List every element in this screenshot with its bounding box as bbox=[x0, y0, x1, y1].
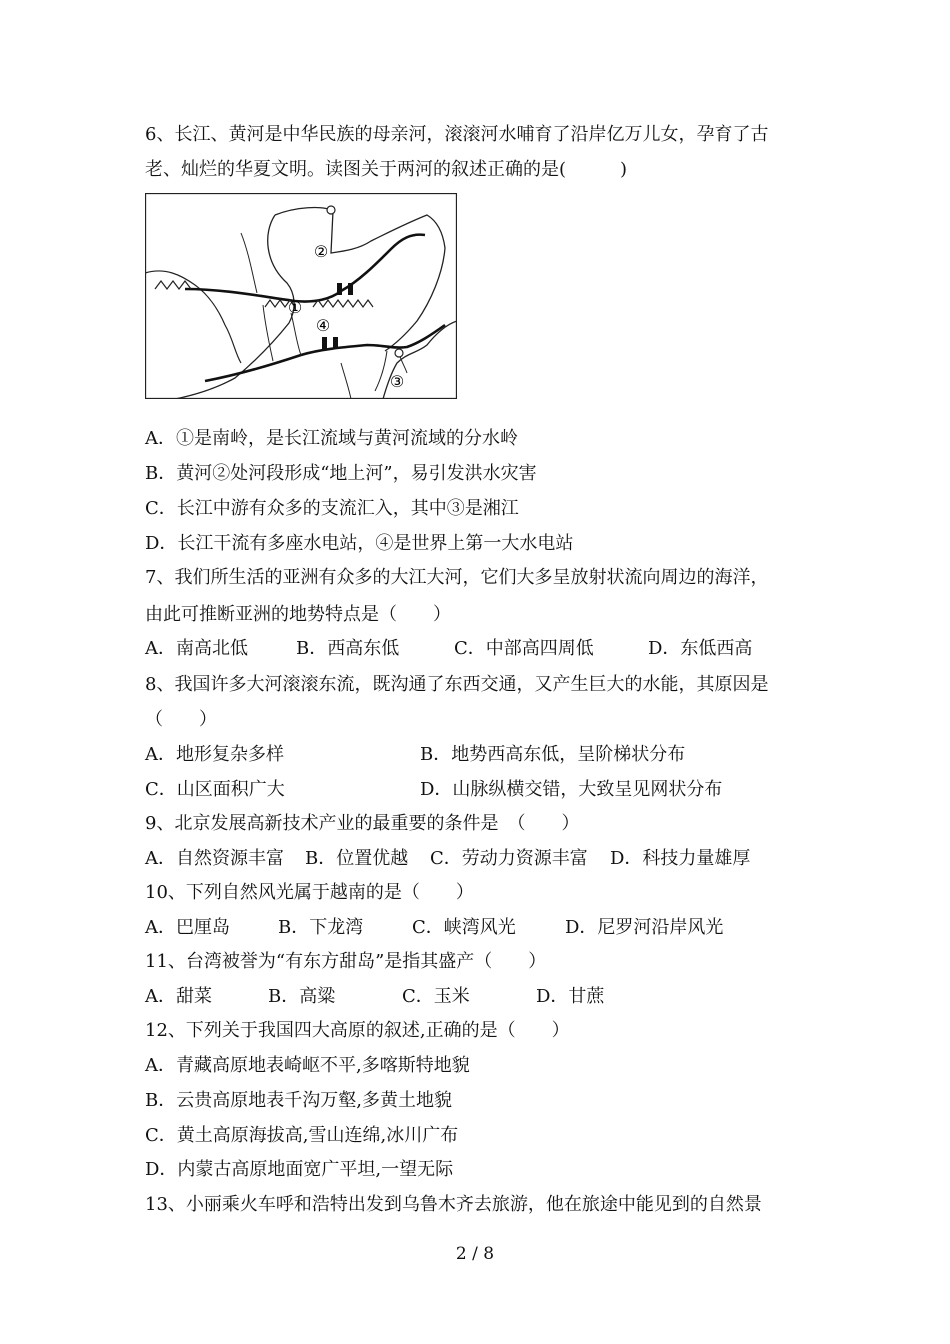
q7-option-a: A．南高北低 bbox=[145, 638, 248, 659]
q8-stem-line-1: 8、我国许多大河滚滚东流，既沟通了东西交通，又产生巨大的水能，其原因是 bbox=[145, 674, 769, 695]
q13-stem-line-1: 13、小丽乘火车呼和浩特出发到乌鲁木齐去旅游，他在旅途中能见到的自然景 bbox=[145, 1194, 762, 1215]
page-number: 2 / 8 bbox=[455, 1244, 495, 1264]
q9-option-d: D．科技力量雄厚 bbox=[610, 848, 751, 869]
q6-option-d: D．长江干流有多座水电站，④是世界上第一大水电站 bbox=[145, 533, 574, 554]
q6-stem-line-1: 6、长江、黄河是中华民族的母亲河，滚滚河水哺育了沿岸亿万儿女，孕育了古 bbox=[145, 124, 769, 145]
q12-option-a: A．青藏高原地表崎岖不平,多喀斯特地貌 bbox=[145, 1055, 470, 1076]
q7-stem-line-1: 7、我们所生活的亚洲有众多的大江大河，它们大多呈放射状流向周边的海洋， bbox=[145, 567, 769, 588]
q12-stem: 12、下列关于我国四大高原的叙述,正确的是（ ） bbox=[145, 1020, 570, 1041]
q6-stem-line-2: 老、灿烂的华夏文明。读图关于两河的叙述正确的是( ) bbox=[145, 159, 628, 180]
q7-option-c: C．中部高四周低 bbox=[454, 638, 594, 659]
q11-option-d: D．甘蔗 bbox=[536, 986, 605, 1007]
river-map-figure bbox=[145, 193, 457, 399]
q7-stem-line-2: 由此可推断亚洲的地势特点是（ ） bbox=[145, 604, 451, 625]
q7-option-d: D．东低西高 bbox=[648, 638, 753, 659]
q9-option-a: A．自然资源丰富 bbox=[145, 848, 284, 869]
q12-option-b: B．云贵高原地表千沟万壑,多黄土地貌 bbox=[145, 1090, 452, 1111]
q9-option-b: B．位置优越 bbox=[305, 848, 409, 869]
map-label-1: ① bbox=[287, 298, 303, 317]
q8-option-d: D．山脉纵横交错，大致呈见网状分布 bbox=[420, 779, 723, 800]
q12-option-d: D．内蒙古高原地面宽广平坦,一望无际 bbox=[145, 1159, 454, 1180]
q11-option-a: A．甜菜 bbox=[145, 986, 212, 1007]
q8-option-c: C．山区面积广大 bbox=[145, 779, 285, 800]
q11-option-b: B．高粱 bbox=[268, 986, 336, 1007]
q9-stem: 9、北京发展高新技术产业的最重要的条件是 （ ） bbox=[145, 813, 580, 834]
q7-option-b: B．西高东低 bbox=[296, 638, 400, 659]
q10-stem: 10、下列自然风光属于越南的是（ ） bbox=[145, 882, 474, 903]
q6-option-c: C．长江中游有众多的支流汇入，其中③是湘江 bbox=[145, 498, 519, 519]
map-label-3: ③ bbox=[389, 372, 405, 391]
q12-option-c: C．黄土高原海拔高,雪山连绵,冰川广布 bbox=[145, 1125, 459, 1146]
q10-option-a: A．巴厘岛 bbox=[145, 917, 230, 938]
map-label-2: ② bbox=[313, 242, 329, 261]
q10-option-c: C．峡湾风光 bbox=[412, 917, 516, 938]
q6-option-b: B．黄河②处河段形成“地上河”，易引发洪水灾害 bbox=[145, 463, 537, 484]
q6-option-a: A．①是南岭，是长江流域与黄河流域的分水岭 bbox=[145, 428, 518, 449]
q10-option-d: D．尼罗河沿岸风光 bbox=[565, 917, 724, 938]
q8-option-a: A．地形复杂多样 bbox=[145, 744, 284, 765]
q10-option-b: B．下龙湾 bbox=[278, 917, 364, 938]
q11-stem: 11、台湾被誉为“有东方甜岛”是指其盛产（ ） bbox=[145, 951, 547, 972]
q8-stem-line-2: （ ） bbox=[145, 709, 217, 730]
q9-option-c: C．劳动力资源丰富 bbox=[430, 848, 588, 869]
q8-option-b: B．地势西高东低，呈阶梯状分布 bbox=[420, 744, 686, 765]
q11-option-c: C．玉米 bbox=[402, 986, 470, 1007]
map-label-4: ④ bbox=[315, 316, 331, 335]
